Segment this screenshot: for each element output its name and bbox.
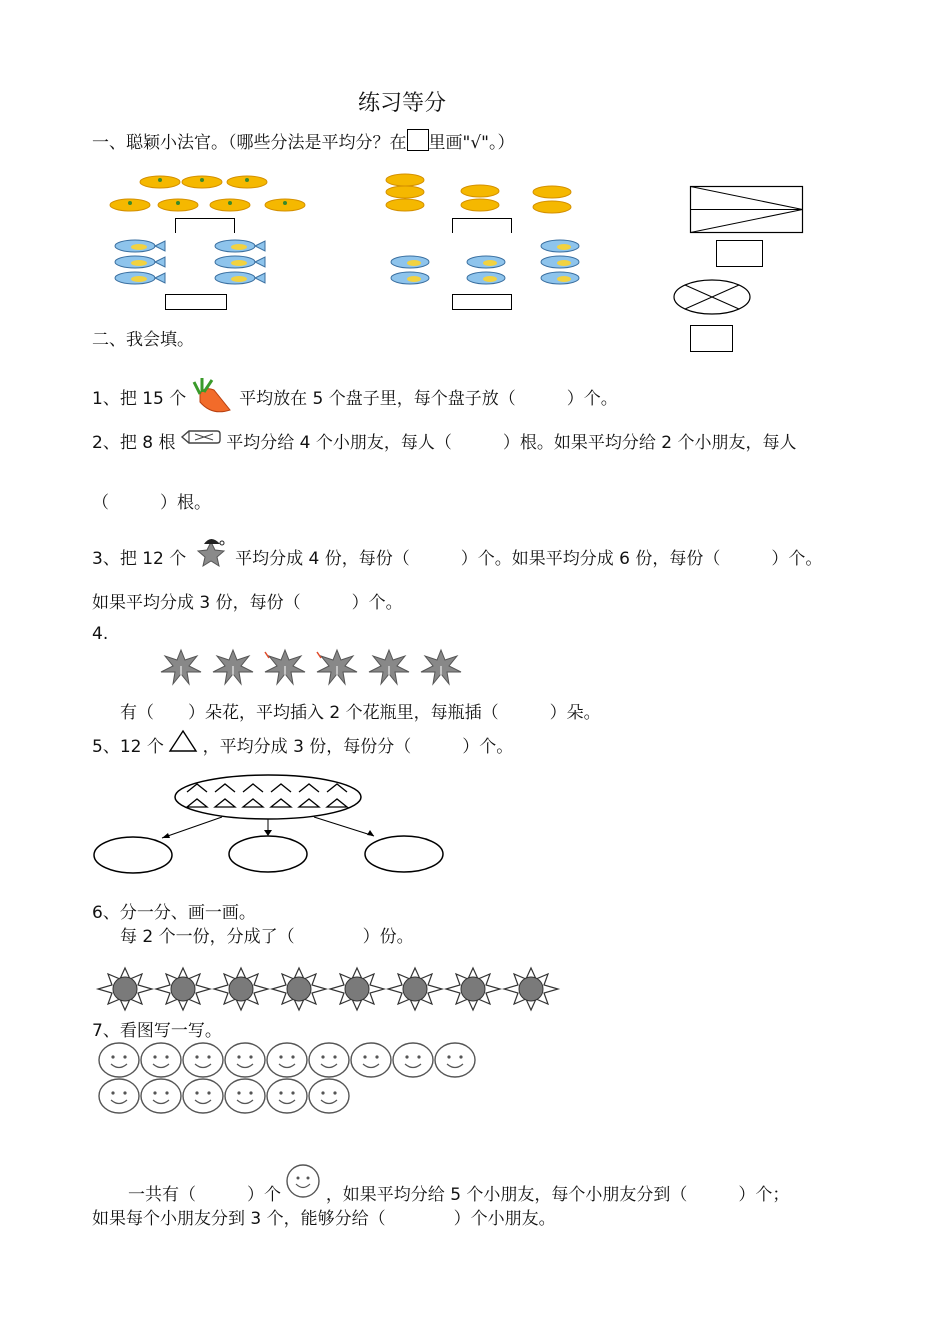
- q7-line2: 如果每个小朋友分到 3 个，能够分给（ ）个小朋友。: [92, 1209, 556, 1229]
- fish-group-2: [382, 238, 597, 290]
- section1-heading: [92, 128, 514, 153]
- answer-box[interactable]: [452, 218, 512, 233]
- question-2: [92, 428, 797, 453]
- q2-prefix: 2、把 8 根: [92, 433, 176, 453]
- q6-text: 每 2 个一份，分成了（ ）份。: [120, 927, 414, 947]
- carrot-icon: [192, 376, 234, 416]
- question-3: [92, 536, 822, 570]
- pencil-icon: [181, 428, 221, 448]
- sun-row: [96, 966, 566, 1012]
- answer-box-icon: [407, 129, 429, 151]
- smiley-grid: [96, 1042, 478, 1116]
- q4-number: 4.: [92, 624, 109, 644]
- star-icon: [192, 536, 230, 570]
- question-5: [92, 730, 513, 757]
- triangle-division-diagram: [92, 772, 452, 874]
- q2-suffix: 平均分给 4 个小朋友，每人（ ）根。如果平均分给 2 个小朋友，每人: [226, 433, 797, 453]
- q3-suffix: 平均分成 4 份，每份（ ）个。如果平均分成 6 份，每份（ ）个。: [235, 549, 823, 569]
- flower-icon: [317, 650, 357, 684]
- q7-line1-suffix: ，如果平均分给 5 个小朋友，每个小朋友分到（ ）个；: [325, 1185, 790, 1205]
- q2-line2: （ ）根。: [92, 493, 211, 513]
- flower-icon: [213, 650, 253, 684]
- smiley-icon: [286, 1164, 320, 1198]
- answer-box[interactable]: [165, 294, 227, 310]
- triangle-icon: [169, 730, 197, 752]
- q4-text: 有（ ）朵花，平均插入 2 个花瓶里，每瓶插（ ）朵。: [120, 703, 601, 723]
- flower-icon: [369, 650, 409, 684]
- q3-prefix: 3、把 12 个: [92, 549, 187, 569]
- orange-group-2: [380, 170, 590, 220]
- q1-suffix: 平均放在 5 个盘子里，每个盘子放（ ）个。: [239, 389, 618, 409]
- q7-line1-prefix: 一共有（ ）个: [128, 1185, 281, 1205]
- flower-icon: [421, 650, 461, 684]
- q5-suffix: ，平均分成 3 份，每份分（ ）个。: [202, 737, 514, 757]
- q5-prefix: 5、12 个: [92, 737, 164, 757]
- section2-heading: 二、我会填。: [92, 330, 194, 350]
- answer-box[interactable]: [716, 240, 763, 267]
- q6-heading: 6、分一分、画一画。: [92, 903, 256, 923]
- section1-heading-suffix: 里画"√"。）: [428, 133, 515, 153]
- orange-group-1: [100, 170, 320, 220]
- flower-row: [155, 646, 475, 686]
- question-1: [92, 376, 618, 416]
- q7-line1: [128, 1164, 789, 1205]
- fish-group-1: [105, 238, 275, 290]
- flower-icon: [161, 650, 201, 684]
- section1-heading-prefix: 一、聪颖小法官。（哪些分法是平均分？在: [92, 133, 407, 153]
- answer-box[interactable]: [175, 218, 235, 233]
- divided-ellipse: [673, 279, 753, 315]
- answer-box[interactable]: [452, 294, 512, 310]
- answer-box[interactable]: [690, 325, 733, 352]
- q1-prefix: 1、把 15 个: [92, 389, 187, 409]
- q7-heading: 7、看图写一写。: [92, 1021, 222, 1041]
- flower-icon: [265, 650, 305, 684]
- divided-rectangle: [690, 186, 804, 234]
- page-title: 练习等分: [358, 91, 447, 116]
- q3-line2: 如果平均分成 3 份，每份（ ）个。: [92, 593, 403, 613]
